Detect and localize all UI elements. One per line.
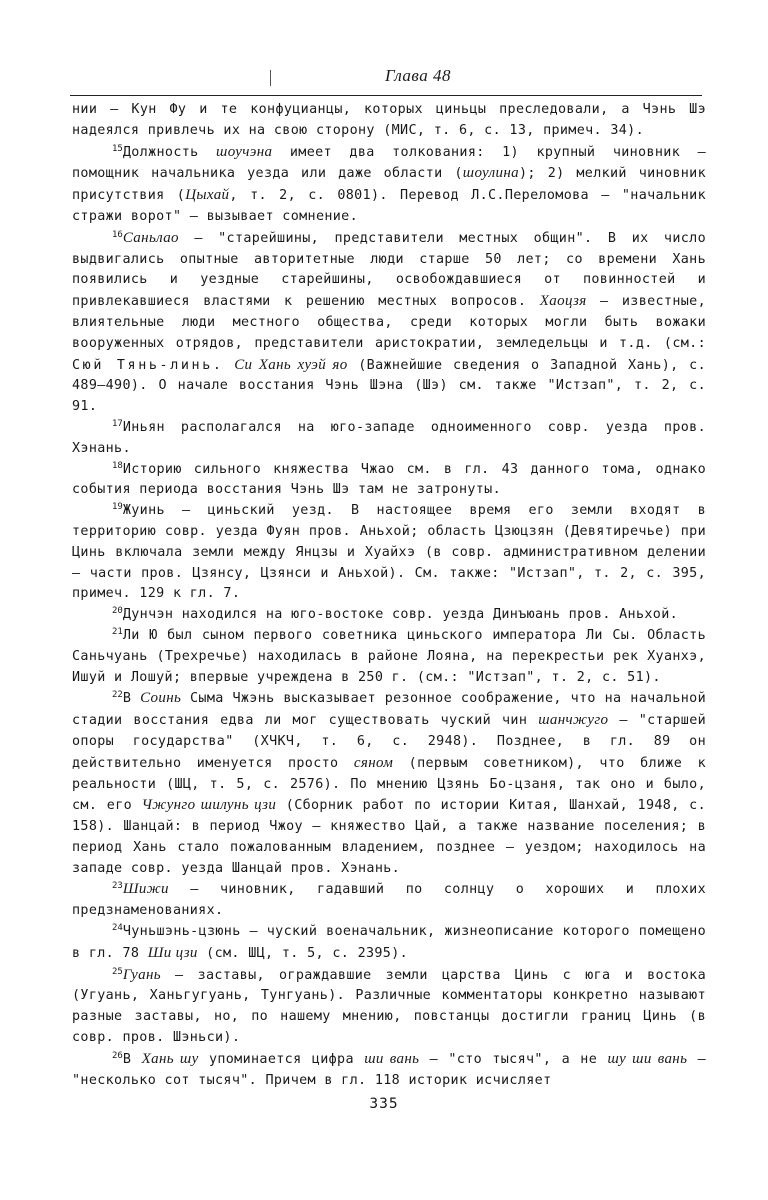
footnote-17: $^{17}$Иньян располагался на юго-западе одноименного совр. уезда пров. Хэнань.: [72, 418, 706, 456]
footnote-number: 19: [112, 502, 123, 513]
footnote-number: 25: [112, 966, 123, 977]
footnote-23: $^{23}$Шижи — чиновник, гадавший по солнцу о хороших и плохих предзнаменованиях.: [72, 881, 706, 919]
page-number: 335: [369, 1096, 399, 1112]
running-header: [268, 64, 568, 94]
footnote-20: $^{20}$Дунчэн находился на юго-востоке совр. уезда Динъюань пров. Аньхой.: [112, 606, 679, 623]
footnote-16: $^{16}$Саньлао — "старейшины, представители местных общин". В их число выдвигались опытные авторитетные люди старше 50 лет; со времени Хань появились и уездные старейшины, освобождавшиеся от повинностей и привлекавшиеся властями к решению местных вопросов. Хаоцзя — известные, влиятельные люди местного общества, среди которых могли быть вожаки вооруженных отрядов, представители аристократии, земледельцы и т.д. (см.: Сюй Тянь-линь. Си Хань хуэй яо (Важнейшие сведения о Западной Хань), с. 489–490). О начале восстания Чэнь Шэна (Шэ) см. также "Истзап", т. 2, с. 91.: [72, 229, 707, 415]
footnote-22: $^{22}$В Соинь Сыма Чжэнь высказывает резонное соображение, что на начальной стадии восстания едва ли мог существовать чуский чин шанчжуго — "старшей опоры государства" (ХЧКЧ, т. 6, с. 2948). Позднее, в гл. 89 он действительно именуется просто сяном (первым советником), что ближе к реальности (ШЦ, т. 5, с. 2576). По мнению Цзянь Бо-цзаня, так оно и было, см. его Чжунго шилунь цзи (Сборник работ по истории Китая, Шанхай, 1948, с. 158). Шанцай: в период Чжоу — княжество Цай, а также название поселения; в период Хань стало пожалованным владением, позднее — уездом; находилось на западе совр. уезда Шанцай пров. Хэнань.: [72, 690, 707, 876]
footnote-21: $^{21}$Ли Ю был сыном первого советника циньского императора Ли Сы. Область Саньчуань (Трехречье) находилась в районе Лояна, на перекрестьи рек Хуанхэ, Ишуй и Лошуй; впервые учреждена в 250 г. (см.: "Истзап", т. 2, с. 51).: [72, 626, 706, 685]
footnote-number: 26: [112, 1050, 123, 1061]
chapter-title: Глава 48: [385, 66, 451, 85]
footnote-24: $^{24}$Чуньшэнь-цзюнь — чуский военачальник, жизнеописание которого помещено в гл. 78 Ши цзи (см. ШЦ, т. 5, с. 2395).: [72, 923, 706, 961]
footnote-26: $^{26}$В Хань шу упоминается цифра ши вань — "сто тысяч", а не шу ши вань — "несколько сот тысяч". Причем в гл. 118 историк исчисляет: [72, 1050, 707, 1088]
footnote-number: 21: [112, 626, 123, 637]
footnote-19: $^{19}$Жуинь — циньский уезд. В настоящее время его земли входят в территорию совр. уезда Фуян пров. Аньхой; область Цзюцзян (Девятиречье) при Цинь включала земли между Янцзы и Хуайхэ (в совр. административном делении — части пров. Цзянсу, Цзянси и Аньхой). См. также: "Истзап", т. 2, с. 395, примеч. 129 к гл. 7.: [72, 502, 706, 602]
footnote-number: 16: [112, 229, 123, 240]
footnote-number: 20: [112, 606, 123, 617]
footnote-number: 22: [112, 690, 123, 701]
footnote-number: 15: [112, 143, 123, 154]
footnote-18: $^{18}$Историю сильного княжества Чжао см. в гл. 43 данного тома, однако события периода восстания Чэнь Шэ там не затронуты.: [72, 460, 706, 498]
footnote-number: 18: [112, 460, 123, 471]
footnote-continuation: нии — Кун Фу и те конфуцианцы, которых циньцы преследовали, а Чэнь Шэ надеялся привлечь их на свою сторону (МИС, т. 6, с. 13, примеч. 34).: [72, 102, 706, 138]
footnote-25: $^{25}$Гуань — заставы, ограждавшие земли царства Цинь с юга и востока (Угуань, Ханьгугуань, Тунгуань). Различные комментаторы конкретно называют разные заставы, но, по нашему мнению, повстанцы достигли границ Цинь (в совр. пров. Шэньси).: [72, 966, 706, 1046]
header-rule: [70, 95, 702, 96]
footnote-number: 24: [112, 923, 123, 934]
footnote-number: 17: [112, 418, 123, 429]
footnote-number: 23: [112, 881, 123, 892]
footnotes-body: [72, 100, 706, 1091]
footnote-15: $^{15}$Должность шоучэна имеет два толкования: 1) крупный чиновник — помощник начальника уезда или даже области (шоулина); 2) мелкий чиновник присутствия (Цыхай, т. 2, с. 0801). Перевод Л.С.Переломова — "начальник стражи ворот" — вызывает сомнение.: [72, 143, 707, 224]
